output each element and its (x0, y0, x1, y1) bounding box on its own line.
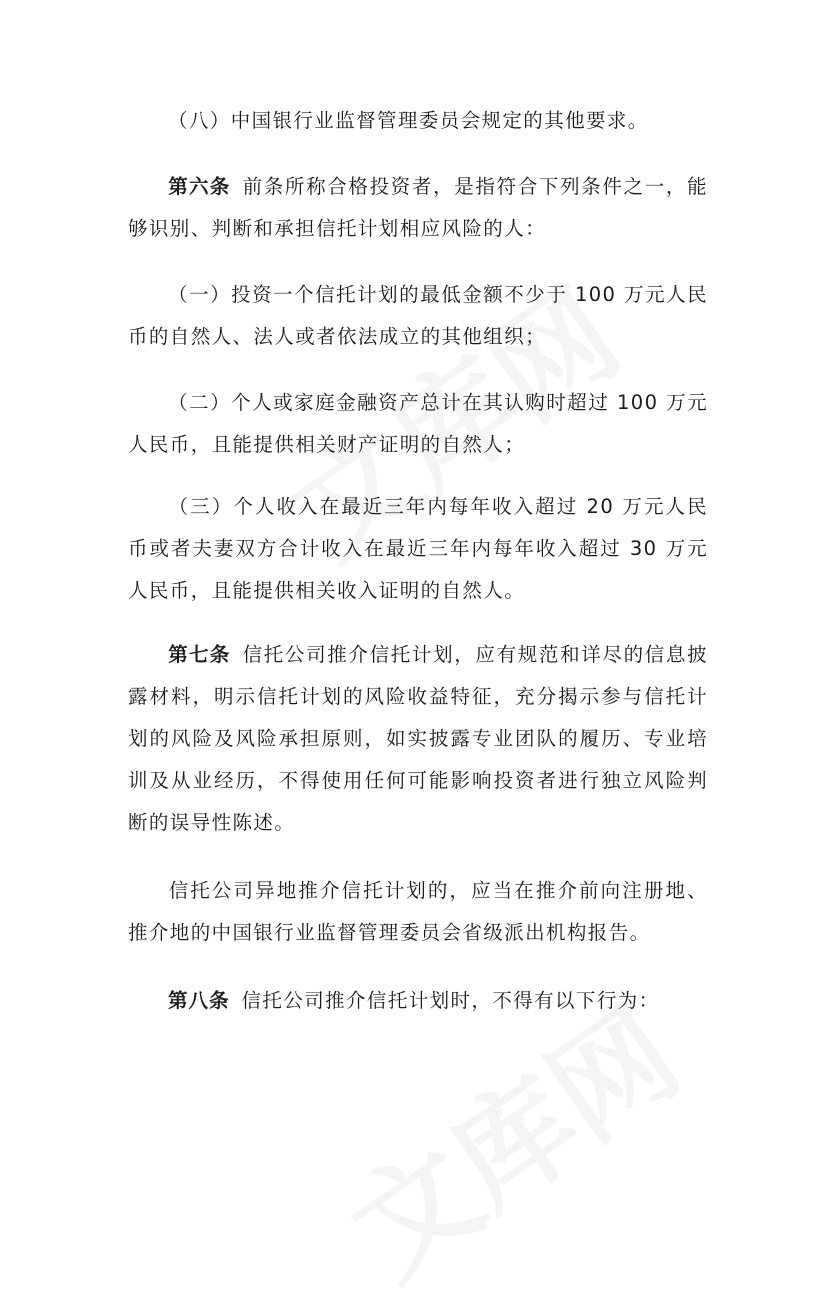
paragraph-text: 信托公司异地推介信托计划的，应当在推介前向注册地、推介地的中国银行业监督管理委员会省级派出机构报告。 (128, 879, 708, 944)
paragraph-text: （三）个人收入在最近三年内每年收入超过 20 万元人民币或者夫妻双方合计收入在最近三年内每年收入超过 30 万元人民币，且能提供相关收入证明的自然人。 (128, 495, 708, 602)
article-heading: 第六条 (168, 175, 231, 198)
paragraph-text: 信托公司推介信托计划，应有规范和详尽的信息披露材料，明示信托计划的风险收益特征，充分揭示参与信托计划的风险及风险承担原则，如实披露专业团队的履历、专业培训及从业经历，不得使用任何可能影响投资者进行独立风险判断的误导性陈述。 (128, 643, 708, 834)
paragraph-text: （一）投资一个信托计划的最低金额不少于 100 万元人民币的自然人、法人或者依法成立的其他组织； (128, 283, 708, 348)
article-heading: 第七条 (168, 643, 231, 666)
article-8 (128, 980, 708, 1022)
paragraph-remote-promotion (128, 870, 708, 954)
paragraph-item-2 (128, 382, 708, 466)
paragraph-text: 信托公司推介信托计划时，不得有以下行为： (241, 989, 660, 1012)
article-6 (128, 166, 708, 250)
article-heading: 第八条 (168, 989, 230, 1012)
paragraph-item-8 (128, 100, 708, 142)
paragraph-item-3 (128, 486, 708, 612)
paragraph-text: （二）个人或家庭金融资产总计在其认购时超过 100 万元人民币，且能提供相关财产证明的自然人； (128, 391, 708, 456)
paragraph-text: 前条所称合格投资者，是指符合下列条件之一，能够识别、判断和承担信托计划相应风险的人： (128, 175, 708, 240)
paragraph-text: （八）中国银行业监督管理委员会规定的其他要求。 (168, 109, 649, 132)
article-7 (128, 634, 708, 844)
paragraph-item-1 (128, 274, 708, 358)
